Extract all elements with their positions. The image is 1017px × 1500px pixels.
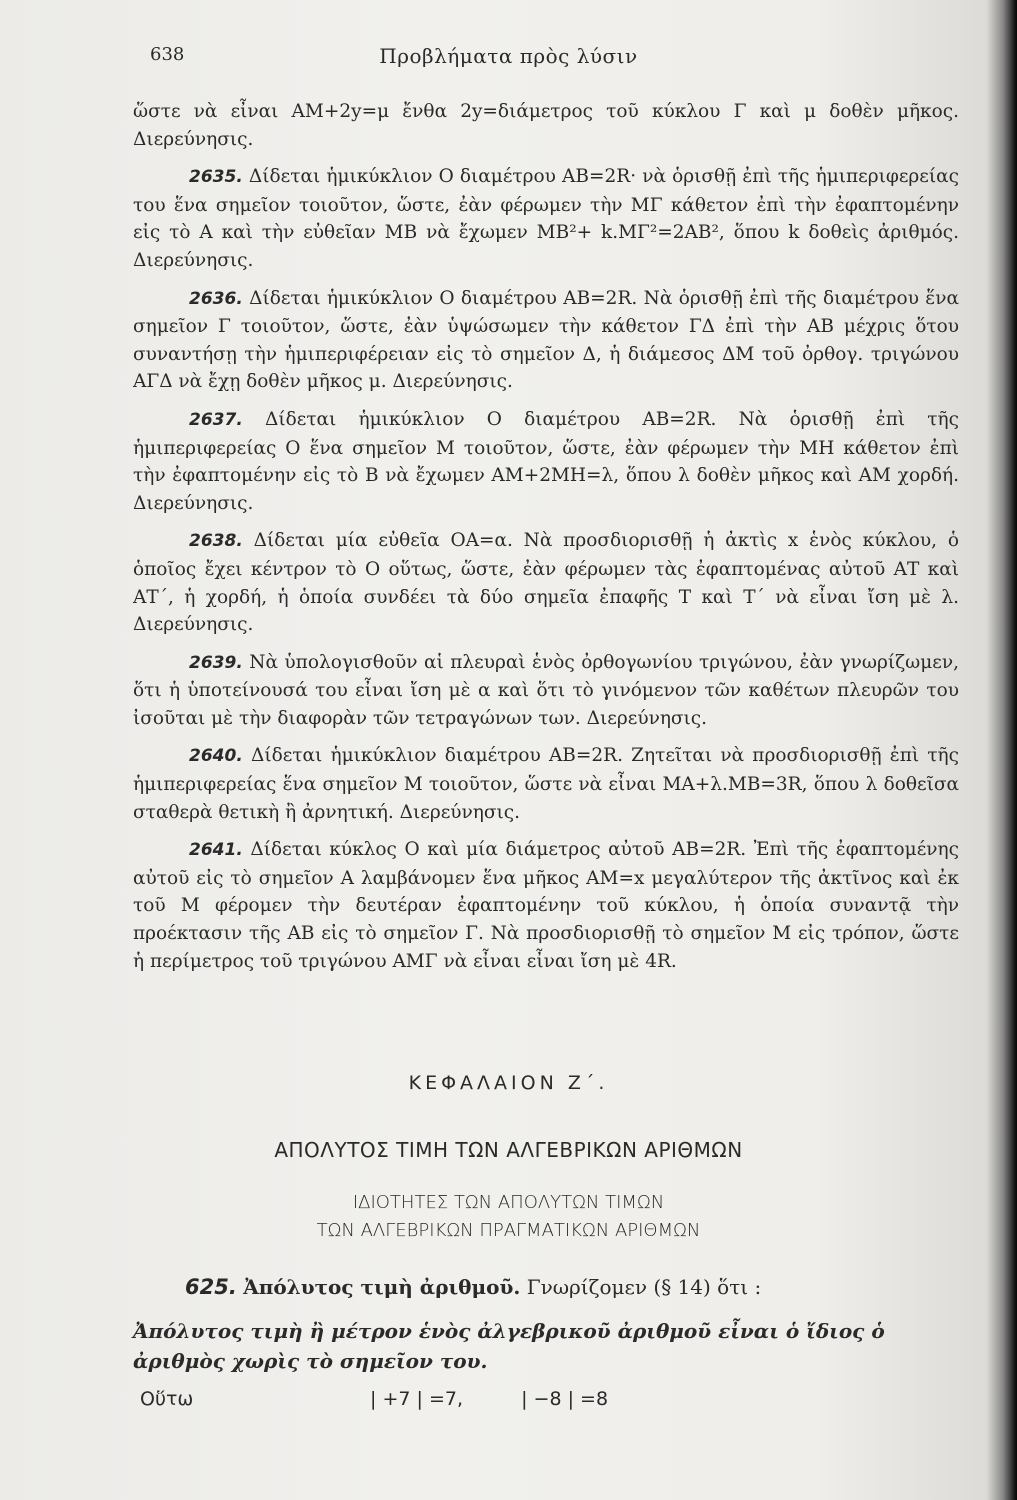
problem-2635 (133, 163, 959, 274)
problem-text: Δίδεται ἡμικύκλιον Ο διαμέτρου ΑΒ=2R· νὰ ὁρισθῇ ἐπὶ τῆς ἡμιπεριφερείας του ἕνα σημεῖον τοιοῦτον, ὥστε, ἐὰν φέρωμεν τὴν ΜΓ κάθετον ἐπὶ τὴν ἐφαπτομένην εἰς τὸ Α καὶ τὴν εὐθεῖαν ΜΒ νὰ ἔχωμεν ΜΒ²+ k.ΜΓ²=2ΑΒ², ὅπου k δοθεὶς ἀριθμός. Διερεύνησις. (133, 166, 959, 271)
problem-2641 (133, 836, 959, 975)
problem-number: 2635. (189, 167, 243, 188)
problem-text: Δίδεται ἡμικύκλιον διαμέτρου ΑΒ=2R. Ζητεῖται νὰ προσδιορισθῇ ἐπὶ τῆς ἡμιπεριφερείας ἕνα σημεῖον Μ τοιοῦτον, ὥστε νὰ εἶναι ΜΑ+λ.ΜΒ=3R, ὅπου λ δοθεῖσα σταθερὰ θετικὴ ἢ ἀρνητική. Διερεύνησις. (133, 745, 959, 823)
problem-2638 (133, 527, 959, 638)
page-number: 638 (150, 44, 185, 65)
problem-text: Δίδεται μία εὐθεῖα ΟΑ=α. Νὰ προσδιορισθῇ ἡ ἀκτὶς x ἑνὸς κύκλου, ὁ ὁποῖος ἔχει κέντρον τὸ Ο οὕτως, ὥστε, ἐὰν φέρωμεν τὰς ἐφαπτομένας αὐτοῦ ΑΤ καὶ ΑΤ΄, ἡ χορδή, ἡ ὁποία συνδέει τὰ δύο σημεῖα ἐπαφῆς Τ καὶ Τ΄ νὰ εἶναι ἴση μὲ λ. Διερεύνησις. (133, 530, 959, 636)
chapter-subtitle-line-2: ΤΩΝ ΑΛΓΕΒΡΙΚΩΝ ΠΡΑΓΜΑΤΙΚΩΝ ΑΡΙΘΜΩΝ (316, 1220, 701, 1241)
problem-2636 (133, 285, 959, 396)
problem-text: Δίδεται ἡμικύκλιον Ο διαμέτρου ΑΒ=2R. Νὰ ὁρισθῇ ἐπὶ τῆς ἡμιπεριφερείας Ο ἕνα σημεῖον Μ τοιοῦτον, ὥστε, ἐὰν φέρωμεν τὴν ΜΗ κάθετον ἐπὶ τὴν ἐφαπτομένην εἰς τὸ Β νὰ ἔχωμεν ΑΜ+2ΜΗ=λ, ὅπου λ δοθὲν μῆκος καὶ ΑΜ χορδή. Διερεύνησις. (133, 408, 959, 514)
example-line (140, 1388, 940, 1410)
section-title: Ἀπόλυτος τιμὴ ἀριθμοῦ. (243, 1275, 521, 1299)
chapter-label: ΚΕΦΑΛΑΙΟΝ Ζ΄. (408, 1072, 609, 1094)
running-title: Προβλήματα πρὸς λύσιν (379, 44, 638, 68)
chapter-title: ΑΠΟΛΥΤΟΣ ΤΙΜΗ ΤΩΝ ΑΛΓΕΒΡΙΚΩΝ ΑΡΙΘΜΩΝ (274, 1138, 743, 1162)
problem-number: 2640. (189, 746, 243, 767)
example-equation-1: | +7 | =7, (370, 1388, 464, 1410)
problem-2639 (133, 649, 959, 733)
problem-continuation (133, 98, 959, 153)
page-edge-shadow (1003, 0, 1017, 1500)
problem-number: 2641. (189, 840, 243, 861)
example-equation-2: | −8 | =8 (521, 1388, 609, 1410)
problem-number: 2636. (189, 288, 243, 309)
section-heading (133, 1272, 959, 1302)
chapter-subtitle-line-1: ΙΔΙΟΤΗΤΕΣ ΤΩΝ ΑΠΟΛΥΤΩΝ ΤΙΜΩΝ (352, 1192, 665, 1213)
problem-text: Δίδεται κύκλος Ο καὶ μία διάμετρος αὐτοῦ ΑΒ=2R. Ἐπὶ τῆς ἐφαπτομένης αὐτοῦ εἰς τὸ σημεῖον Α λαμβάνομεν ἕνα μῆκος ΑΜ=x μεγαλύτερον τῆς ἀκτῖνος καὶ ἐκ τοῦ Μ φέρομεν τὴν δευτέραν ἐφαπτομένην τοῦ κύκλου, ἡ ὁποία συναντᾷ τὴν προέκτασιν τῆς ΑΒ εἰς τὸ σημεῖον Γ. Νὰ προσδιορισθῇ τὸ σημεῖον Μ εἰς τρόπον, ὥστε ἡ περίμετρος τοῦ τριγώνου ΑΜΓ νὰ εἶναι εἶναι ἴση μὲ 4R. (133, 839, 959, 972)
example-lead: Οὕτω (140, 1388, 194, 1410)
problem-list (133, 98, 959, 985)
problem-text: ὥστε νὰ εἶναι ΑΜ+2y=μ ἔνθα 2y=διάμετρος τοῦ κύκλου Γ καὶ μ δοθὲν μῆκος. Διερεύνησις. (133, 101, 959, 150)
section-intro: Γνωρίζομεν (§ 14) ὅτι : (526, 1275, 762, 1299)
problem-text: Νὰ ὑπολογισθοῦν αἱ πλευραὶ ἑνὸς ὀρθογωνίου τριγώνου, ἐὰν γνωρίζωμεν, ὅτι ἡ ὑποτείνουσά του εἶναι ἴση μὲ α καὶ ὅτι τὸ γινόμενον τῶν καθέτων πλευρῶν του ἰσοῦται μὲ τὴν διαφορὰν τῶν τετραγώνων των. Διερεύνησις. (133, 651, 959, 729)
problem-2640 (133, 742, 959, 826)
section-number: 625. (185, 1275, 237, 1299)
problem-text: Δίδεται ἡμικύκλιον Ο διαμέτρου ΑΒ=2R. Νὰ ὁρισθῇ ἐπὶ τῆς διαμέτρου ἕνα σημεῖον Γ τοιοῦτον, ὥστε, ἐὰν ὑψώσωμεν τὴν κάθετον ΓΔ ἐπὶ τὴν ΑΒ μέχρις ὅτου συναντήσῃ τὴν ἡμιπεριφέρειαν εἰς τὸ σημεῖον Δ, ἡ διάμεσος ΔΜ τοῦ ὀρθογ. τριγώνου ΑΓΔ νὰ ἔχῃ δοθὲν μῆκος μ. Διερεύνησις. (133, 287, 959, 393)
section-definition: Ἀπόλυτος τιμὴ ἢ μέτρον ἑνὸς ἀλγεβρικοῦ ἀριθμοῦ εἶναι ὁ ἴδιος ὁ ἀριθμὸς χωρὶς τὸ σημεῖον του. (133, 1319, 885, 1373)
problem-number: 2637. (189, 409, 243, 430)
problem-2637 (133, 406, 959, 517)
problem-number: 2638. (189, 531, 243, 552)
problem-number: 2639. (189, 652, 243, 673)
